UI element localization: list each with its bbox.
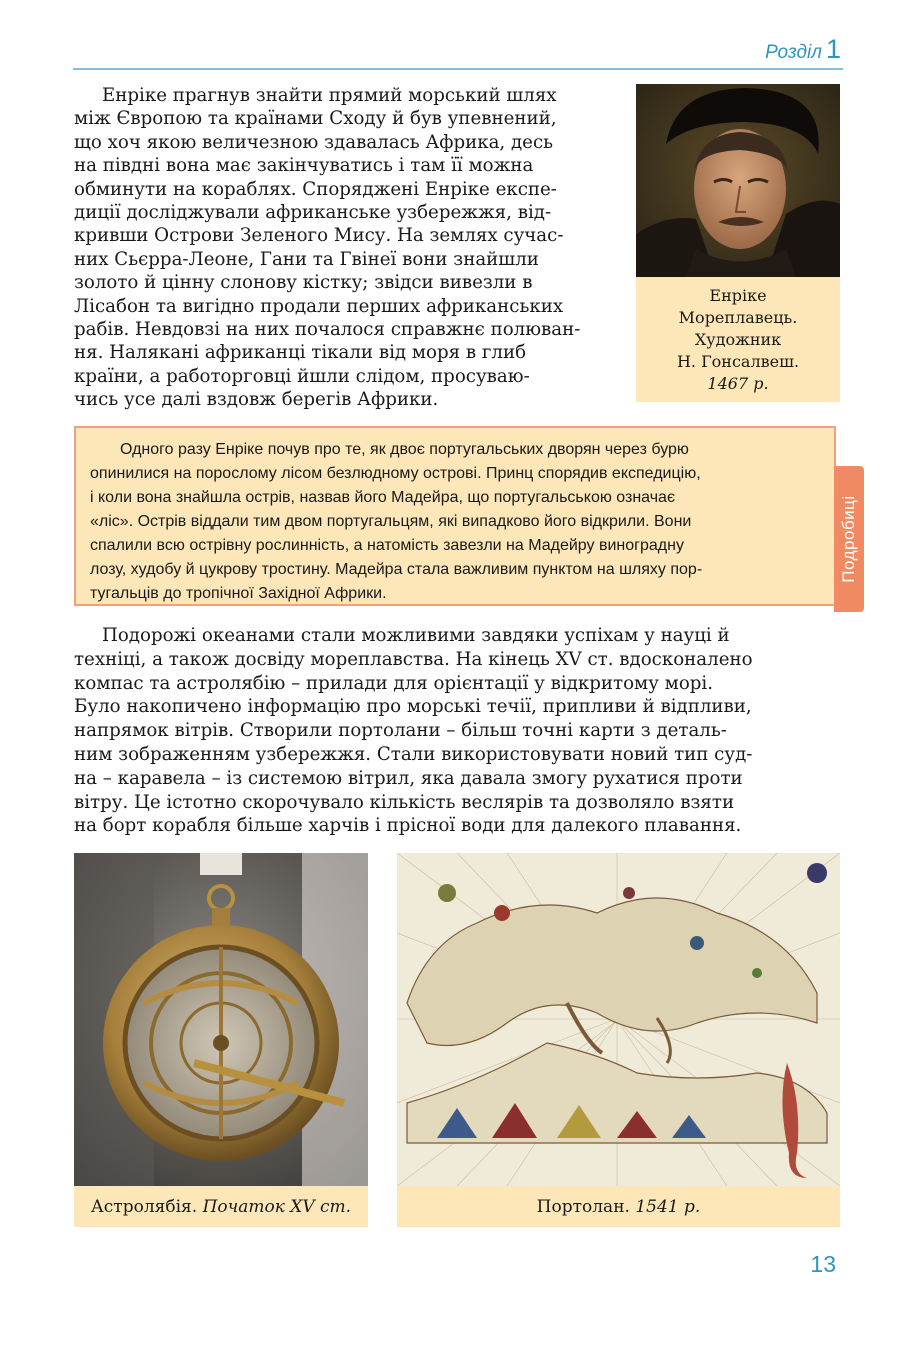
text-line: них Сьєрра-Леоне, Гани та Гвінеї вони знайшли <box>74 248 539 270</box>
portrait-caption <box>636 285 840 395</box>
text-line: Було накопичено інформацію про морські течії, припливи й відпливи, <box>74 696 752 718</box>
caption-italic: 1541 р. <box>635 1197 701 1217</box>
section-number: 1 <box>825 34 841 64</box>
text-line: Енріке прагнув знайти прямий морський шлях <box>102 85 557 106</box>
details-line: лозу, худобу й цукрову тростину. Мадейра стала важливим пунктом на шляху пор- <box>90 561 703 578</box>
astrolabe-image <box>74 853 368 1186</box>
text-line: на – каравела – із системою вітрил, яка давала змогу рухатися проти <box>74 767 743 789</box>
text-line: чись усе далі вздовж берегів Африки. <box>74 389 439 411</box>
text-line: ним зображенням узбережжя. Стали використовувати новий тип суд- <box>74 743 753 765</box>
details-line: Одного разу Енріке почув про те, як двоє португальських дворян через бурю <box>120 441 689 458</box>
caption-year: 1467 р. <box>707 374 769 393</box>
details-line: спалили всю острівну рослинність, а натомість завезли на Мадейру виноградну <box>90 537 684 554</box>
paragraph-enrike <box>74 84 619 412</box>
text-line: золото й цінну слонову кістку; звідси вивезли в <box>74 272 533 294</box>
text-line: вітру. Це істотно скорочувало кількість веслярів та дозволяло взяти <box>74 791 735 813</box>
details-line: опинилися на порослому лісом безлюдному острові. Принц спорядив експедицію, <box>90 465 701 482</box>
caption-italic: Початок XV ст. <box>202 1197 352 1217</box>
caption-main: Портолан. <box>536 1197 630 1217</box>
details-line: «ліс». Острів віддали тим двом португальцям, які випадково його відкрили. Вони <box>90 513 692 530</box>
text-line: на півдні вона має закінчуватись і там її можна <box>74 155 534 177</box>
portolan-figure <box>397 853 840 1227</box>
portolan-image <box>397 853 840 1186</box>
text-line: ня. Налякані африканці тікали від моря в глиб <box>74 342 527 364</box>
section-header <box>765 34 841 65</box>
details-tab-label: Подробиці <box>839 495 858 583</box>
paragraph-navigation <box>74 624 840 838</box>
text-line: Подорожі океанами стали можливими завдяки успіхам у науці й <box>102 625 730 646</box>
page-number: 13 <box>810 1251 836 1277</box>
caption-line: Художник <box>694 330 782 349</box>
text-line: рабів. Невдовзі на них почалося справжнє полюван- <box>74 319 581 341</box>
text-line: країни, а работорговці йшли слідом, просуваю- <box>74 365 530 387</box>
text-line: напрямок вітрів. Створили портолани – більш точні карти з деталь- <box>74 720 727 742</box>
caption-line: Мореплавець. <box>678 308 798 327</box>
details-line: тугальців до тропічної Західної Африки. <box>90 585 387 602</box>
text-line: техніці, а також досвіду мореплавства. На кінець XV ст. вдосконалено <box>74 648 753 670</box>
astrolabe-figure <box>74 853 368 1227</box>
text-line: обминути на кораблях. Споряджені Енріке експе- <box>74 178 557 200</box>
section-word: Розділ <box>765 42 822 63</box>
caption-main: Астролябія. <box>90 1197 198 1217</box>
text-line: компас та астролябію – прилади для орієнтації у відкритому морі. <box>74 672 714 694</box>
portrait-image <box>636 84 840 277</box>
text-line: диції досліджували африканське узбережжя, від- <box>74 202 552 224</box>
details-box <box>74 426 836 606</box>
astrolabe-caption <box>74 1197 368 1217</box>
text-line: кривши Острови Зеленого Мису. На землях сучас- <box>74 225 564 247</box>
text-line: Лісабон та вигідно продали перших африканських <box>74 295 564 317</box>
text-line: на борт корабля більше харчів і прісної води для далекого плавання. <box>74 815 742 837</box>
portrait-figure <box>636 84 840 402</box>
text-line: що хоч якою величезною здавалась Африка, десь <box>74 131 554 153</box>
header-rule <box>73 68 843 70</box>
text-line: між Європою та країнами Сходу й був упевнений, <box>74 108 557 130</box>
caption-line: Н. Гонсалвеш. <box>676 352 800 371</box>
details-line: і коли вона знайшла острів, назвав його Мадейра, що португальською означає <box>90 489 676 506</box>
portolan-caption <box>397 1197 840 1217</box>
caption-line: Енріке <box>709 286 767 305</box>
